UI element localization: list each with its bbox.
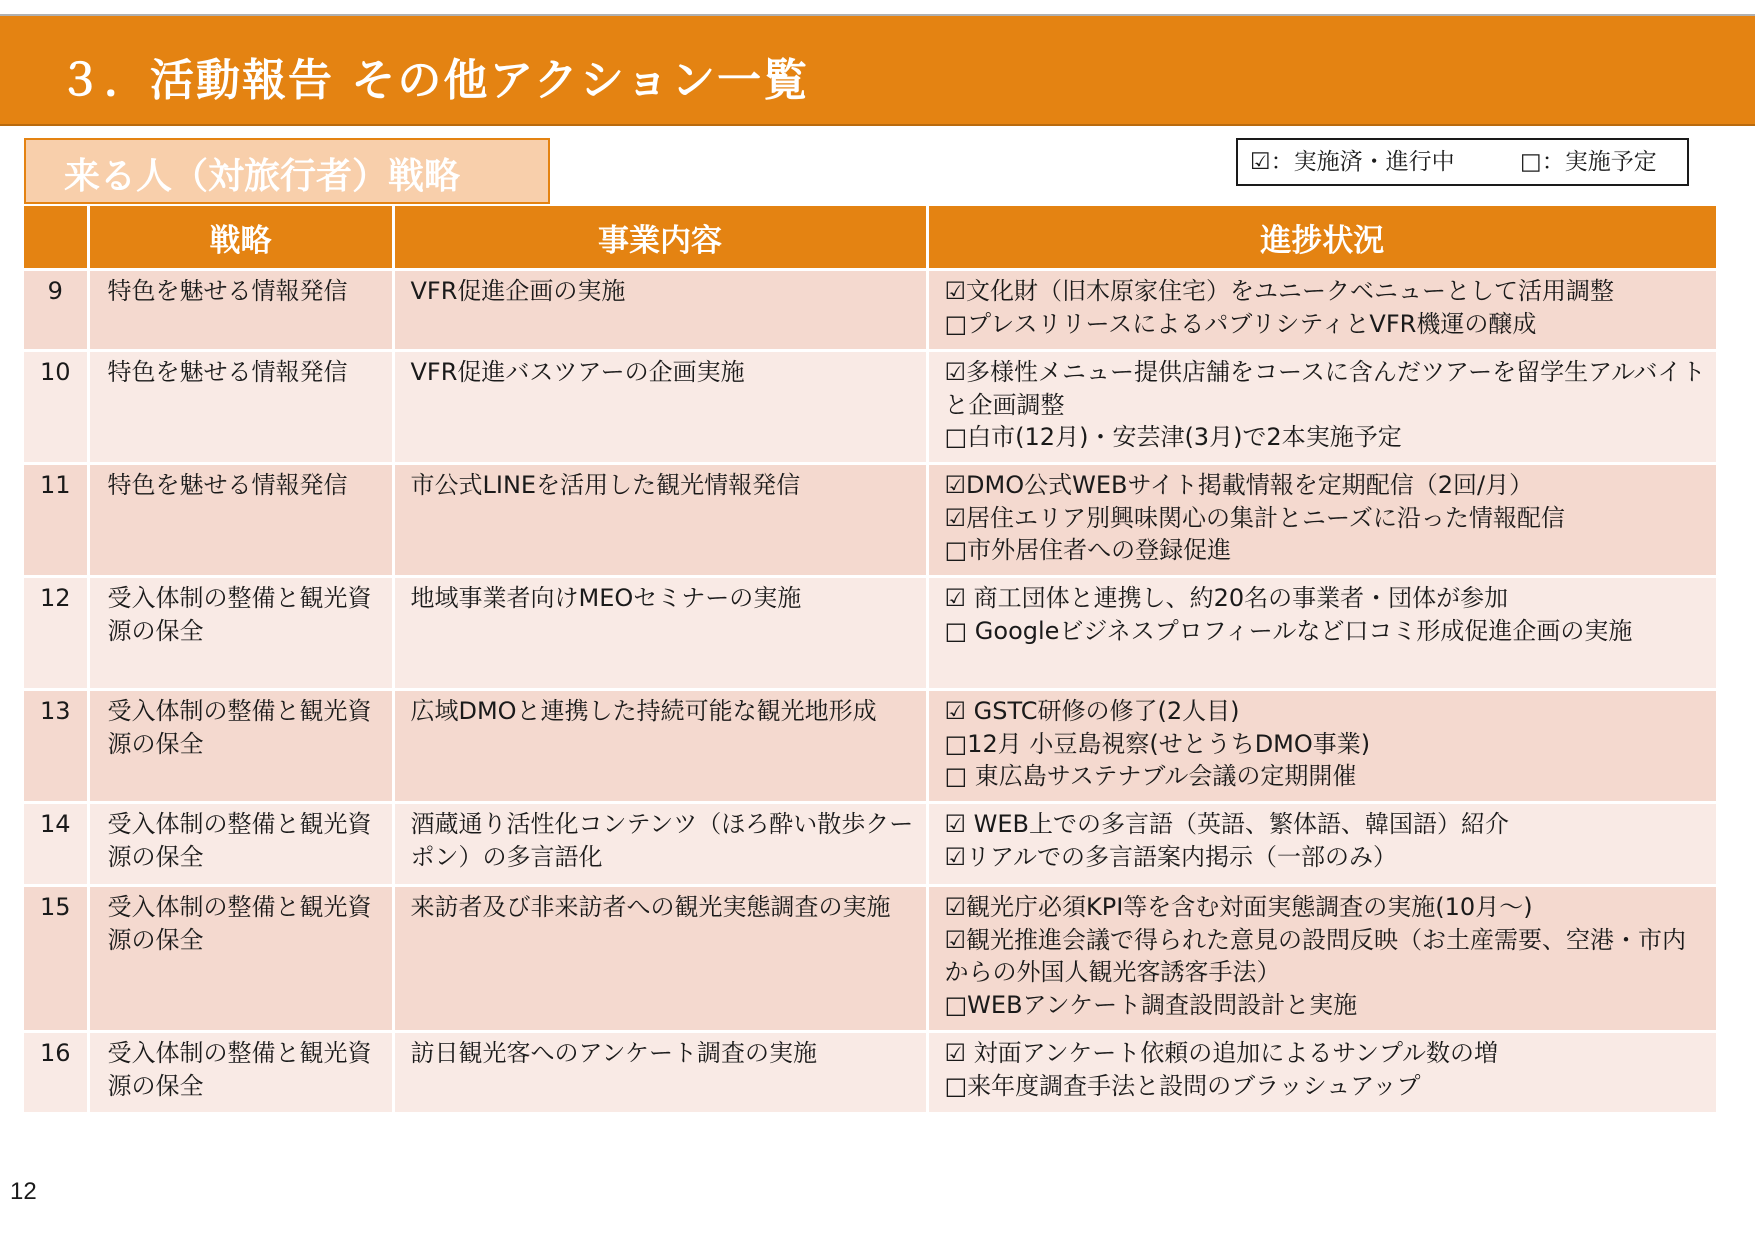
progress-item: ☑ 商工団体と連携し、約20名の事業者・団体が参加: [944, 584, 1509, 612]
row-strategy: 受入体制の整備と観光資源の保全: [88, 690, 393, 803]
row-strategy: 受入体制の整備と観光資源の保全: [88, 1032, 393, 1114]
row-progress: [927, 577, 1716, 690]
row-content: VFR促進企画の実施: [393, 270, 927, 351]
column-header-number: [24, 206, 88, 270]
progress-item: ☑観光庁必須KPI等を含む対面実態調査の実施(10月～): [944, 893, 1533, 921]
legend-done: ☑：実施済・進行中: [1250, 149, 1455, 175]
progress-item: ☑文化財（旧木原家住宅）をユニークベニューとして活用調整: [944, 277, 1615, 305]
progress-item: ☑ GSTC研修の修了(2人目): [944, 697, 1240, 725]
progress-item: □来年度調査手法と設問のブラッシュアップ: [944, 1071, 1421, 1100]
table-row: [24, 464, 1716, 577]
progress-item: □市外居住者への登録促進: [944, 536, 1232, 564]
row-number: 12: [24, 577, 88, 690]
title-bar: [0, 14, 1755, 126]
row-number: 13: [24, 690, 88, 803]
section-label-box: [24, 138, 550, 204]
row-content: 酒蔵通り活性化コンテンツ（ほろ酔い散歩クーポン）の多言語化: [393, 803, 927, 886]
progress-item: □ Googleビジネスプロフィールなど口コミ形成促進企画の実施: [944, 616, 1633, 645]
progress-item: □白市(12月)・安芸津(3月)で2本実施予定: [944, 423, 1402, 451]
row-number: 10: [24, 351, 88, 464]
row-content: VFR促進バスツアーの企画実施: [393, 351, 927, 464]
row-progress: [927, 690, 1716, 803]
row-number: 15: [24, 886, 88, 1032]
row-strategy: 受入体制の整備と観光資源の保全: [88, 886, 393, 1032]
actions-table: [24, 206, 1716, 1115]
row-progress: [927, 464, 1716, 577]
row-content: 広域DMOと連携した持続可能な観光地形成: [393, 690, 927, 803]
row-strategy: 特色を魅せる情報発信: [88, 270, 393, 351]
row-strategy: 特色を魅せる情報発信: [88, 351, 393, 464]
legend-planned: □：実施予定: [1520, 149, 1657, 175]
table-row: [24, 577, 1716, 690]
row-content: 地域事業者向けMEOセミナーの実施: [393, 577, 927, 690]
table-row: [24, 1032, 1716, 1114]
row-progress: [927, 270, 1716, 351]
row-strategy: 受入体制の整備と観光資源の保全: [88, 803, 393, 886]
table-row: [24, 270, 1716, 351]
progress-item: ☑リアルでの多言語案内掲示（一部のみ）: [944, 842, 1398, 871]
table-row: [24, 803, 1716, 886]
progress-item: ☑ WEB上での多言語（英語、繁体語、韓国語）紹介: [944, 810, 1510, 838]
page-number: 12: [10, 1178, 37, 1205]
section-label: 来る人（対旅行者）戦略: [64, 156, 461, 197]
row-content: 来訪者及び非来訪者への観光実態調査の実施: [393, 886, 927, 1032]
table-row: [24, 351, 1716, 464]
legend-box: [1236, 138, 1689, 186]
row-strategy: 受入体制の整備と観光資源の保全: [88, 577, 393, 690]
progress-item: ☑DMO公式WEBサイト掲載情報を定期配信（2回/月）: [944, 471, 1534, 499]
row-strategy: 特色を魅せる情報発信: [88, 464, 393, 577]
column-header-progress: 進捗状況: [927, 206, 1716, 270]
progress-item: □ 東広島サステナブル会議の定期開催: [944, 762, 1357, 790]
table-row: [24, 690, 1716, 803]
row-number: 14: [24, 803, 88, 886]
progress-item: ☑多様性メニュー提供店舗をコースに含んだツアーを留学生アルバイトと企画調整: [944, 358, 1706, 419]
row-number: 9: [24, 270, 88, 351]
column-header-content: 事業内容: [393, 206, 927, 270]
row-progress: [927, 803, 1716, 886]
table-header-row: [24, 206, 1716, 270]
row-progress: [927, 351, 1716, 464]
row-number: 16: [24, 1032, 88, 1114]
progress-item: □12月 小豆島視察(せとうちDMO事業): [944, 729, 1371, 758]
row-number: 11: [24, 464, 88, 577]
row-progress: [927, 886, 1716, 1032]
progress-item: □プレスリリースによるパブリシティとVFR機運の醸成: [944, 309, 1537, 338]
table-row: [24, 886, 1716, 1032]
row-content: 市公式LINEを活用した観光情報発信: [393, 464, 927, 577]
progress-item: □WEBアンケート調査設問設計と実施: [944, 990, 1358, 1019]
column-header-strategy: 戦略: [88, 206, 393, 270]
page-title: ３．活動報告 その他アクション一覧: [58, 55, 810, 106]
progress-item: ☑観光推進会議で得られた意見の設問反映（お土産需要、空港・市内からの外国人観光客誘客手法）: [944, 925, 1687, 986]
progress-item: ☑ 対面アンケート依頼の追加によるサンプル数の増: [944, 1039, 1499, 1067]
row-progress: [927, 1032, 1716, 1114]
progress-item: ☑居住エリア別興味関心の集計とニーズに沿った情報配信: [944, 503, 1565, 532]
row-content: 訪日観光客へのアンケート調査の実施: [393, 1032, 927, 1114]
